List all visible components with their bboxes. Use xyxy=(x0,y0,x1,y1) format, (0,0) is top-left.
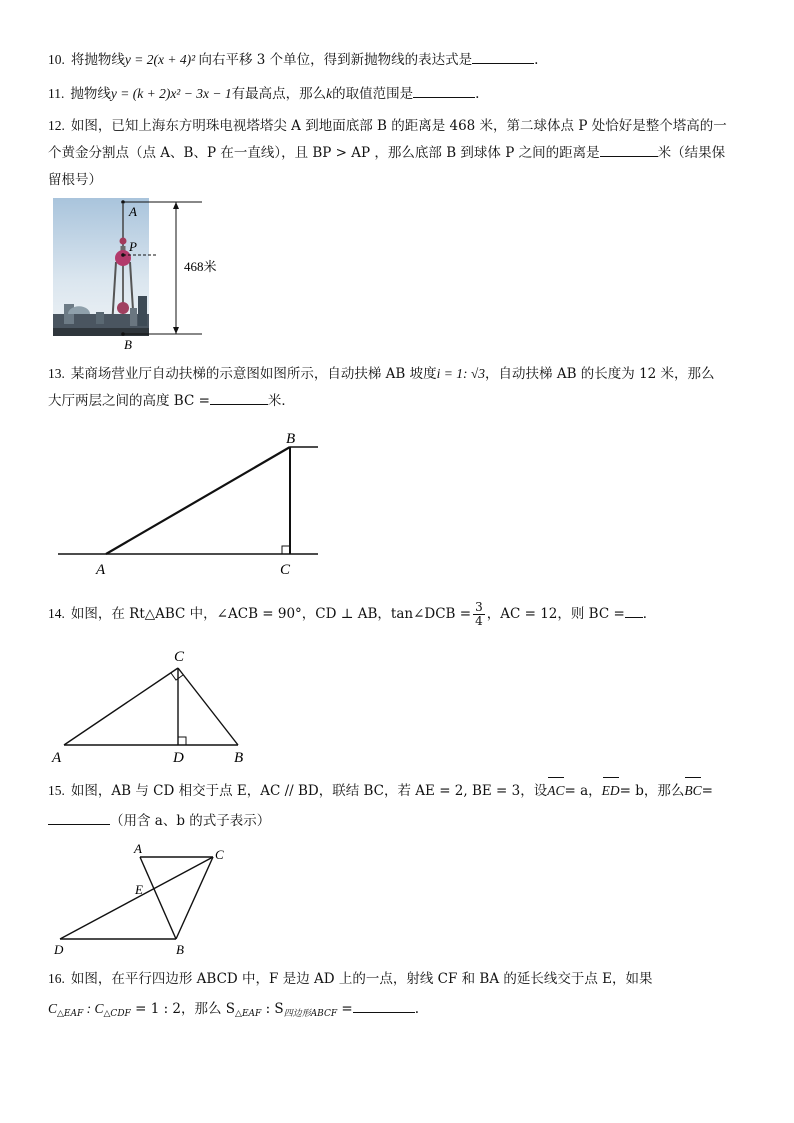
question-text: 的取值范围是 xyxy=(332,86,414,102)
question-number: 11. xyxy=(48,86,65,101)
punctuation: . xyxy=(475,86,480,102)
perimeter-symbol: C xyxy=(48,1001,58,1016)
point-b-label: B xyxy=(176,942,184,957)
question-text: 大厅两层之间的高度 BC = xyxy=(48,393,210,409)
point-p-label: P xyxy=(129,239,137,254)
perimeter-symbol: : C xyxy=(83,1001,104,1016)
point-c-label: C xyxy=(280,562,291,578)
slope-formula: i = 1: √3 xyxy=(436,366,486,381)
question-12 xyxy=(48,112,748,194)
point-c-label: C xyxy=(215,847,224,862)
height-label: 468米 xyxy=(184,259,217,274)
question-text: 向右平移 3 个单位，得到新抛物线的表达式是 xyxy=(198,52,473,68)
question-text: 米． xyxy=(267,393,295,409)
question-16 xyxy=(48,964,748,1029)
question-13 xyxy=(48,360,748,415)
answer-blank[interactable] xyxy=(600,142,658,157)
punctuation: ． xyxy=(642,606,657,622)
question-text: 如图，在 Rt△ABC 中，∠ACB = 90°，CD ⊥ AB，tan∠DCB = xyxy=(70,606,472,622)
point-d-label: D xyxy=(173,750,184,766)
question-text: 如图，在平行四边形 ABCD 中，F 是边 AD 上的一点，射线 CF 和 BA 的延长线交于点 E，如果 xyxy=(70,971,653,987)
question-14 xyxy=(48,598,748,630)
question-text: 某商场营业厅自动扶梯的示意图如图所示，自动扶梯 AB 坡度 xyxy=(70,366,437,382)
question-text: （用含 a、b 的式子表示） xyxy=(110,813,271,829)
point-a-label: A xyxy=(52,750,62,766)
question-number: 12. xyxy=(48,118,65,133)
vector-ac: AC xyxy=(547,776,564,806)
answer-blank[interactable] xyxy=(353,998,415,1013)
intersecting-lines-figure xyxy=(48,838,248,962)
question-number: 10. xyxy=(48,52,65,67)
question-text: 留根号） xyxy=(48,172,102,188)
vector-bc: BC xyxy=(684,776,701,806)
subscript: △EAF xyxy=(235,1009,262,1019)
question-text: 个黄金分割点（点 A、B、P 在一直线），且 BP > AP ，那么底部 B 到球体 P 之间的距离是 xyxy=(48,145,600,161)
subscript: △CDF xyxy=(103,1009,131,1019)
answer-blank[interactable] xyxy=(413,83,475,98)
question-number: 13. xyxy=(48,366,65,381)
subscript: △EAF xyxy=(57,1009,84,1019)
question-number: 15. xyxy=(48,783,65,798)
right-triangle-figure xyxy=(46,644,256,768)
fraction: $\frac{3}{4}$ xyxy=(475,600,483,628)
escalator-figure xyxy=(50,424,330,584)
formula: y = 2(x + 4)² xyxy=(124,52,199,67)
tower-figure xyxy=(50,196,230,352)
question-11 xyxy=(48,80,748,108)
punctuation: . xyxy=(414,1001,420,1017)
question-text: = xyxy=(701,783,713,799)
point-a-label: A xyxy=(96,562,106,578)
answer-blank[interactable] xyxy=(210,390,268,405)
question-text: 将抛物线 xyxy=(70,52,125,68)
question-text: = a， xyxy=(564,783,602,799)
question-text: ，自动扶梯 AB 的长度为 12 米，那么 xyxy=(485,366,715,382)
answer-blank[interactable] xyxy=(48,810,110,825)
point-b-label: B xyxy=(124,337,132,352)
point-b-label: B xyxy=(234,750,244,766)
answer-blank[interactable] xyxy=(625,603,643,618)
answer-blank[interactable] xyxy=(472,49,534,64)
question-text: 如图，已知上海东方明珠电视塔塔尖 A 到地面底部 B 的距离是 468 米，第二球体点 P 处恰好是整个塔高的一 xyxy=(70,118,727,134)
question-text: 如图，AB 与 CD 相交于点 E，AC // BD，联结 BC，若 AE = 2, BE = 3，设 xyxy=(70,783,548,799)
question-text: = 1 : 2，那么 S xyxy=(130,1001,236,1017)
question-text: 米（结果保 xyxy=(657,145,726,161)
point-e-label: E xyxy=(135,882,143,897)
punctuation: . xyxy=(534,52,539,68)
question-text: = xyxy=(337,1001,353,1017)
question-text: 抛物线 xyxy=(70,86,111,102)
point-c-label: C xyxy=(174,649,185,665)
question-10 xyxy=(48,46,748,74)
question-text: = b，那么 xyxy=(619,783,685,799)
variable: k xyxy=(326,86,333,101)
point-a-label: A xyxy=(129,204,137,219)
point-a-label: A xyxy=(134,841,142,856)
question-15 xyxy=(48,776,748,836)
formula: y = (k + 2)x² − 3x − 1 xyxy=(110,86,232,101)
subscript: 四边形ABCF xyxy=(283,1009,338,1019)
point-b-label: B xyxy=(286,431,296,447)
question-number: 16. xyxy=(48,971,65,986)
question-number: 14. xyxy=(48,606,65,621)
question-text: 有最高点，那么 xyxy=(231,86,327,102)
area-symbol: : S xyxy=(261,1001,284,1017)
point-d-label: D xyxy=(54,942,64,957)
question-text: ，AC = 12，则 BC = xyxy=(486,606,625,622)
vector-ed: ED xyxy=(602,776,620,806)
